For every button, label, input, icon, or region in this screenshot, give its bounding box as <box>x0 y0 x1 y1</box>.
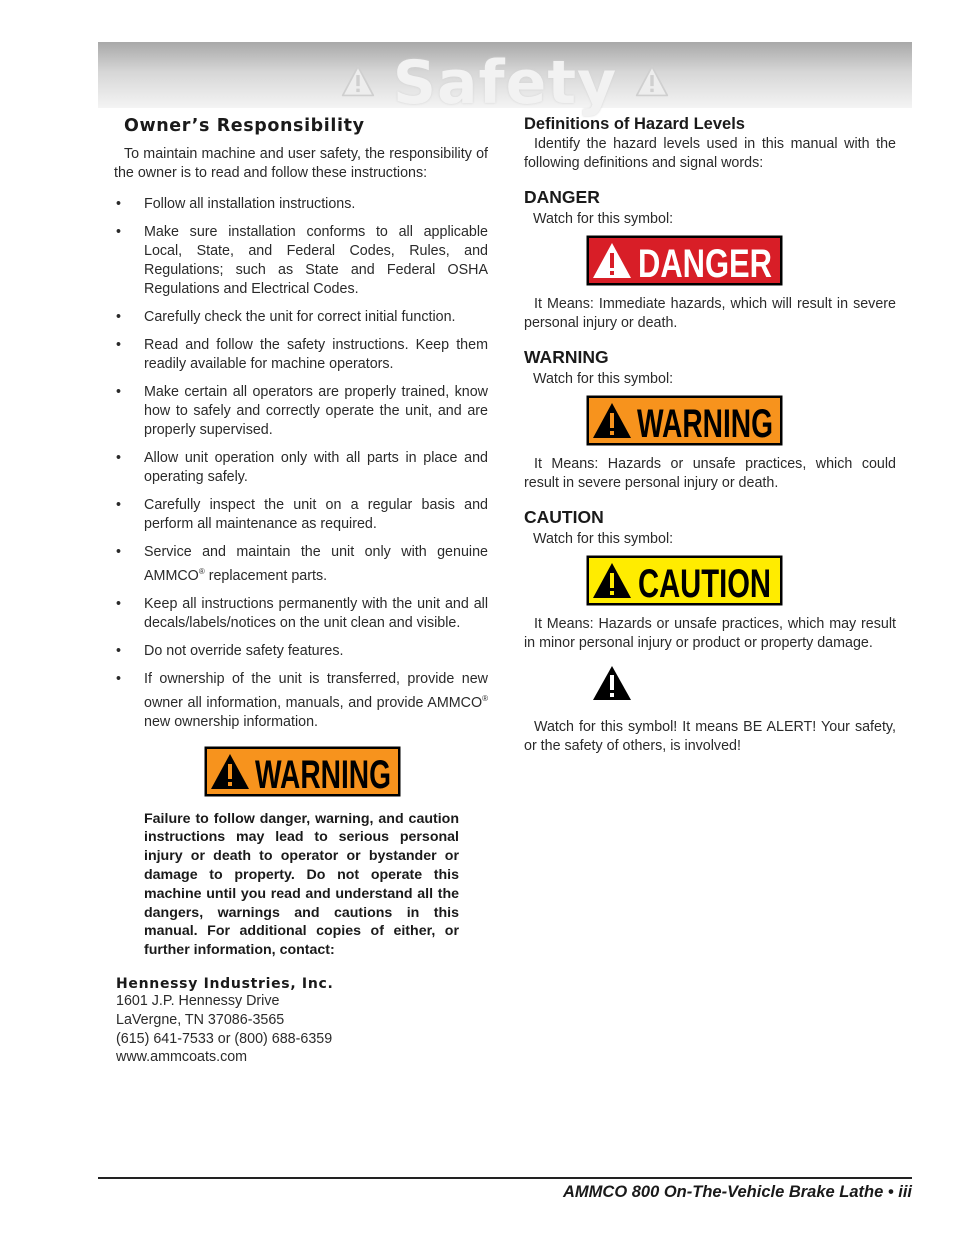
list-item: • Service and maintain the unit only with genuine AMMCO® replacement parts. <box>116 544 488 584</box>
sign-label: WARNING <box>637 402 773 446</box>
meaning-danger: It Means: Immediate hazards, which will result in severe personal injury or death. <box>524 296 896 331</box>
responsibility-list <box>114 195 488 732</box>
watch-label: Watch for this symbol: <box>533 531 674 547</box>
section-heading: Definitions of Hazard Levels <box>524 115 745 133</box>
page-title: Safety <box>392 48 618 118</box>
page-footer: AMMCO 800 On-The-Vehicle Brake Lathe • iii <box>563 1183 912 1201</box>
sign-label: WARNING <box>255 752 391 797</box>
intro-paragraph: Identify the hazard levels used in this manual with the following definitions and signal words: <box>524 136 896 171</box>
meaning-caution: It Means: Hazards or unsafe practices, which may result in minor personal injury or product or property damage. <box>524 616 896 651</box>
sign-label: DANGER <box>638 242 773 286</box>
website-link[interactable]: www.ammcoats.com <box>116 1049 248 1066</box>
owners-responsibility-section <box>114 114 488 1067</box>
level-title-danger: DANGER <box>524 187 600 207</box>
caution-sign <box>586 555 896 611</box>
company-name: Hennessy Industries, Inc. <box>116 975 334 992</box>
alert-triangle-icon <box>592 665 896 706</box>
meaning-warning: It Means: Hazards or unsafe practices, which could result in severe personal injury or death. <box>524 456 896 491</box>
level-title-warning: WARNING <box>524 347 609 367</box>
list-item: • Allow unit operation only with all parts in place and operating safely. <box>116 450 488 485</box>
alert-triangle-icon <box>341 64 375 103</box>
sign-label: CAUTION <box>638 562 771 606</box>
list-item: • Do not override safety features. <box>116 642 344 659</box>
warning-paragraph: Failure to follow danger, warning, and caution instructions may lead to serious personal injury or death to operator or bystander or damage to property. Do not operate this machine until you read and understand all the dangers, warnings and cautions in this manual. For additional copies of either, or further information, contact: <box>144 810 459 959</box>
address-street: 1601 J.P. Hennessy Drive <box>116 992 280 1009</box>
section-heading: Owner’s Responsibility <box>124 116 365 136</box>
phone-numbers: (615) 641-7533 or (800) 688-6359 <box>116 1030 333 1047</box>
watch-label: Watch for this symbol: <box>533 211 674 227</box>
alert-paragraph: Watch for this symbol! It means BE ALERT! Your safety, or the safety of others, is involved! <box>524 719 896 754</box>
hazard-definitions-section <box>524 114 896 756</box>
list-item: • Make certain all operators are properly trained, know how to safely and correctly operate the unit, and are properly supervised. <box>116 384 488 438</box>
list-item: • Keep all instructions permanently with the unit and all decals/labels/notices on the unit clean and visible. <box>116 595 488 631</box>
list-item: • If ownership of the unit is transferred, provide new owner all information, manuals, and provide AMMCO® new ownership information. <box>116 670 488 730</box>
intro-paragraph: To maintain machine and user safety, the responsibility of the owner is to read and follow these instructions: <box>114 146 488 181</box>
section-banner <box>98 42 912 118</box>
warning-sign <box>204 746 488 802</box>
list-item: • Carefully check the unit for correct initial function. <box>116 309 456 325</box>
list-item: • Read and follow the safety instructions. Keep them readily available for machine operators. <box>116 337 488 372</box>
watch-label: Watch for this symbol: <box>533 371 674 387</box>
level-title-caution: CAUTION <box>524 507 604 527</box>
warning-sign <box>586 395 896 451</box>
list-item: • Carefully inspect the unit on a regular basis and perform all maintenance as required. <box>116 497 488 532</box>
list-item: • Follow all installation instructions. <box>116 196 356 212</box>
danger-sign <box>586 235 896 291</box>
address-city: LaVergne, TN 37086-3565 <box>116 1011 285 1028</box>
list-item: • Make sure installation conforms to all applicable Local, State, and Federal Codes, Rules, and Regulations; such as State and Federal OSHA Regulations and Electrical Codes. <box>116 224 488 297</box>
alert-triangle-icon <box>635 64 669 103</box>
footer-divider <box>98 1177 912 1179</box>
